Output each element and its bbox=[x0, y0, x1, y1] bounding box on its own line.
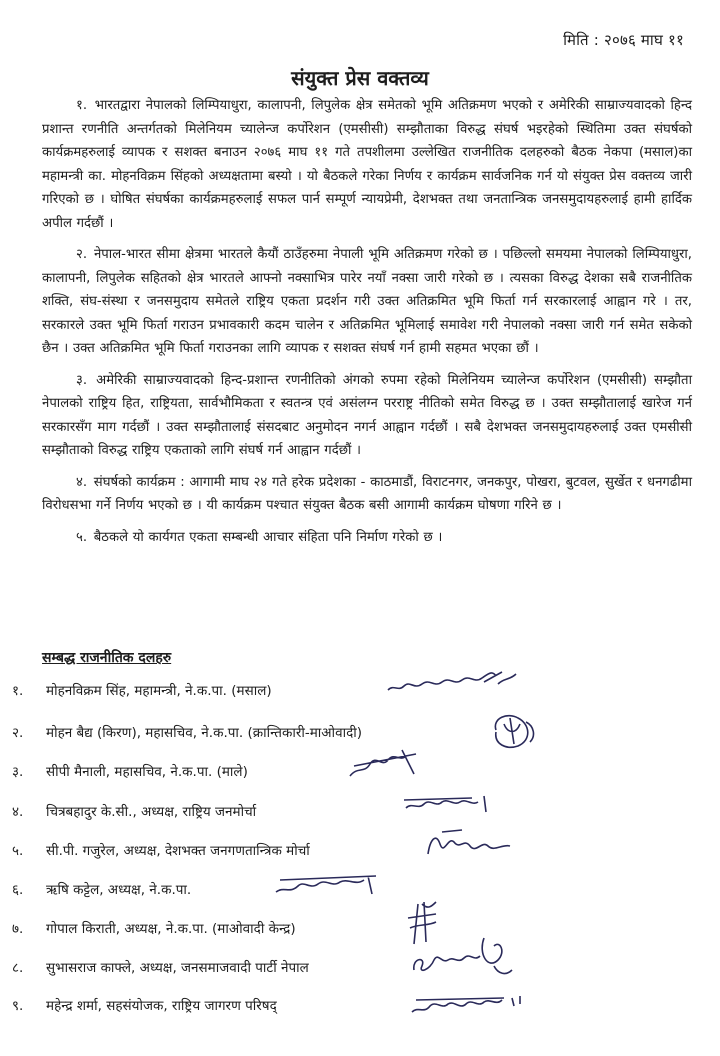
paragraph-number: ५. bbox=[76, 529, 88, 545]
statement-body bbox=[42, 94, 692, 557]
date-label: मिति : २०७६ माघ ११ bbox=[563, 31, 684, 49]
signatory-row-5 bbox=[12, 841, 310, 859]
paragraph-number: १. bbox=[76, 98, 88, 113]
signatory-text: सी.पी. गजुरेल, अध्यक्ष, देशभक्त जनगणतान्त्रिक मोर्चा bbox=[46, 843, 310, 859]
signatory-text: गोपाल किराती, अध्यक्ष, ने.क.पा. (माओवादी केन्द्र) bbox=[46, 921, 296, 937]
signature-3 bbox=[346, 746, 426, 782]
signatory-text: मोहन बैद्य (किरण), महासचिव, ने.क.पा. (क्रान्तिकारी-माओवादी) bbox=[46, 725, 363, 741]
signatory-row-6 bbox=[12, 880, 191, 898]
signatory-number: ३. bbox=[12, 764, 24, 780]
signatory-row-2 bbox=[12, 723, 362, 741]
paragraph-text: बैठकले यो कार्यगत एकता सम्बन्धी आचार संहिता पनि निर्माण गरेको छ । bbox=[93, 529, 443, 545]
signature-7 bbox=[402, 898, 442, 948]
paragraph-1 bbox=[42, 94, 692, 235]
paragraph-number: २. bbox=[76, 247, 88, 262]
paragraph-text: नेपाल-भारत सीमा क्षेत्रमा भारतले कैयौं ठाउँहरुमा नेपाली भूमि अतिक्रमण गरेको छ । पछिल्लो समयमा नेपालको लिम्पियाधुरा, कालापनी, लिपुलेक सहितको क्षेत्र भारतले आफ्नो नक्साभित्र पारेर नयाँ नक्सा जारी गरेको छ । त्यसका विरुद्ध देशका सबै राजनीतिक शक्ति, संघ-संस्था र जनसमुदाय समेतले राष्ट्रिय एकता प्रदर्शन गरी उक्त अतिक्रमित भूमि फिर्ता गर्न सरकारलाई आह्वान गरे । तर, सरकारले उक्त भूमि फिर्ता गराउन प्रभावकारी कदम चालेन र अतिक्रमित भूमिलाई समावेश गरी नेपालको नक्सा जारी गर्न समेत सकेको छैन । उक्त अतिक्रमित भूमि फिर्ता गराउनका लागि व्यापक र सशक्त संघर्ष गर्न हामी सहमत भएका छौं । bbox=[42, 247, 692, 356]
signature-2 bbox=[486, 708, 542, 752]
signatory-row-7 bbox=[12, 919, 296, 937]
signature-5 bbox=[422, 826, 522, 862]
signatory-number: ५. bbox=[12, 843, 24, 859]
signatory-row-3 bbox=[12, 762, 248, 780]
paragraph-text: अमेरिकी साम्राज्यवादको हिन्द-प्रशान्त रणनीतिको अंगको रुपमा रहेको मिलेनियम च्यालेन्ज कर्पोरेशन (एमसीसी) सम्झौता नेपालको राष्ट्रिय हित, राष्ट्रियता, सार्वभौमिकता र स्वतन्त्र एवं असंलग्न परराष्ट्र नीतिको समेत विरुद्ध छ । उक्त सम्झौतालाई खारेज गर्न सरकारसँग माग गर्दछौं । उक्त सम्झौतालाई संसदबाट अनुमोदन नगर्न आह्वान गर्दछौं । सबै देशभक्त जनसमुदायहरुलाई उक्त एमसीसी सम्झौताको विरुद्ध राष्ट्रिय एकताको लागि संघर्ष गर्न आह्वान गर्दछौं । bbox=[42, 372, 692, 458]
signature-4 bbox=[402, 792, 494, 818]
signatory-number: १. bbox=[12, 683, 24, 699]
signatory-text: सीपी मैनाली, महासचिव, ने.क.पा. (माले) bbox=[46, 764, 248, 780]
paragraph-3 bbox=[42, 369, 692, 463]
signatories-section bbox=[42, 648, 692, 673]
paragraph-text: भारतद्वारा नेपालको लिम्पियाधुरा, कालापनी, लिपुलेक क्षेत्र समेतको भूमि अतिक्रमण भएको र अमेरिकी साम्राज्यवादको हिन्द प्रशान्त रणनीति अन्तर्गतको मिलेनियम च्यालेन्ज कर्पोरेशन (एमसीसी) सम्झौताका विरुद्ध संघर्ष भइरहेको स्थितिमा उक्त संघर्षको कार्यक्रमहरुलाई व्यापक र सशक्त बनाउन २०७६ माघ ११ गते तपशीलमा उल्लेखित राजनीतिक दलहरुको बैठक नेकपा (मसाल)का महामन्त्री का. मोहनविक्रम सिंहको अध्यक्षतामा बस्यो । यो बैठकले गरेका निर्णय र कार्यक्रम सार्वजनिक गर्न यो संयुक्त प्रेस वक्तव्य जारी गरिएको छ । घोषित संघर्षका कार्यक्रमहरुलाई सफल पार्न सम्पूर्ण न्यायप्रेमी, देशभक्त तथा जनतान्त्रिक जनसमुदायहरुलाई हामी हार्दिक अपील गर्दछौं । bbox=[42, 98, 692, 231]
signatory-row-1 bbox=[12, 681, 272, 699]
signatory-row-8 bbox=[12, 958, 309, 976]
signature-8 bbox=[408, 930, 516, 980]
signature-6 bbox=[272, 872, 384, 900]
paragraph-number: ३. bbox=[76, 372, 88, 388]
signatory-number: ६. bbox=[12, 882, 24, 898]
signatory-number: ९. bbox=[12, 998, 24, 1014]
signatory-number: ७. bbox=[12, 921, 24, 937]
signatory-number: २. bbox=[12, 725, 24, 741]
signatory-number: ८. bbox=[12, 960, 24, 976]
paragraph-4 bbox=[42, 471, 692, 518]
signatory-text: महेन्द्र शर्मा, सहसंयोजक, राष्ट्रिय जागरण परिषद् bbox=[46, 998, 277, 1014]
paragraph-number: ४. bbox=[76, 474, 88, 490]
paragraph-text: संघर्षको कार्यक्रम : आगामी माघ २४ गते हरेक प्रदेशका - काठमाडौं, विराटनगर, जनकपुर, पोखरा, बुटवल, सुर्खेत र धनगढीमा विरोधसभा गर्ने निर्णय भएको छ । यी कार्यक्रम पश्चात संयुक्त बैठक बसी आगामी कार्यक्रम घोषणा गरिने छ । bbox=[42, 474, 692, 513]
signature-9 bbox=[408, 990, 524, 1020]
signatory-row-4 bbox=[12, 802, 256, 820]
signatory-text: सुभासराज काफ्ले, अध्यक्ष, जनसमाजवादी पार्टी नेपाल bbox=[46, 960, 309, 976]
signatory-number: ४. bbox=[12, 804, 24, 820]
signatory-text: चित्रबहादुर के.सी., अध्यक्ष, राष्ट्रिय जनमोर्चा bbox=[46, 804, 257, 820]
signatories-heading: सम्बद्ध राजनीतिक दलहरु bbox=[42, 650, 172, 666]
signatory-row-9 bbox=[12, 996, 277, 1014]
signatory-text: ऋषि कट्टेल, अध्यक्ष, ने.क.पा. bbox=[46, 882, 192, 898]
signatory-text: मोहनविक्रम सिंह, महामन्त्री, ने.क.पा. (मसाल) bbox=[46, 683, 272, 699]
paragraph-2 bbox=[42, 243, 692, 361]
document-title: संयुक्त प्रेस वक्तव्य bbox=[291, 66, 429, 90]
paragraph-5 bbox=[42, 526, 692, 550]
